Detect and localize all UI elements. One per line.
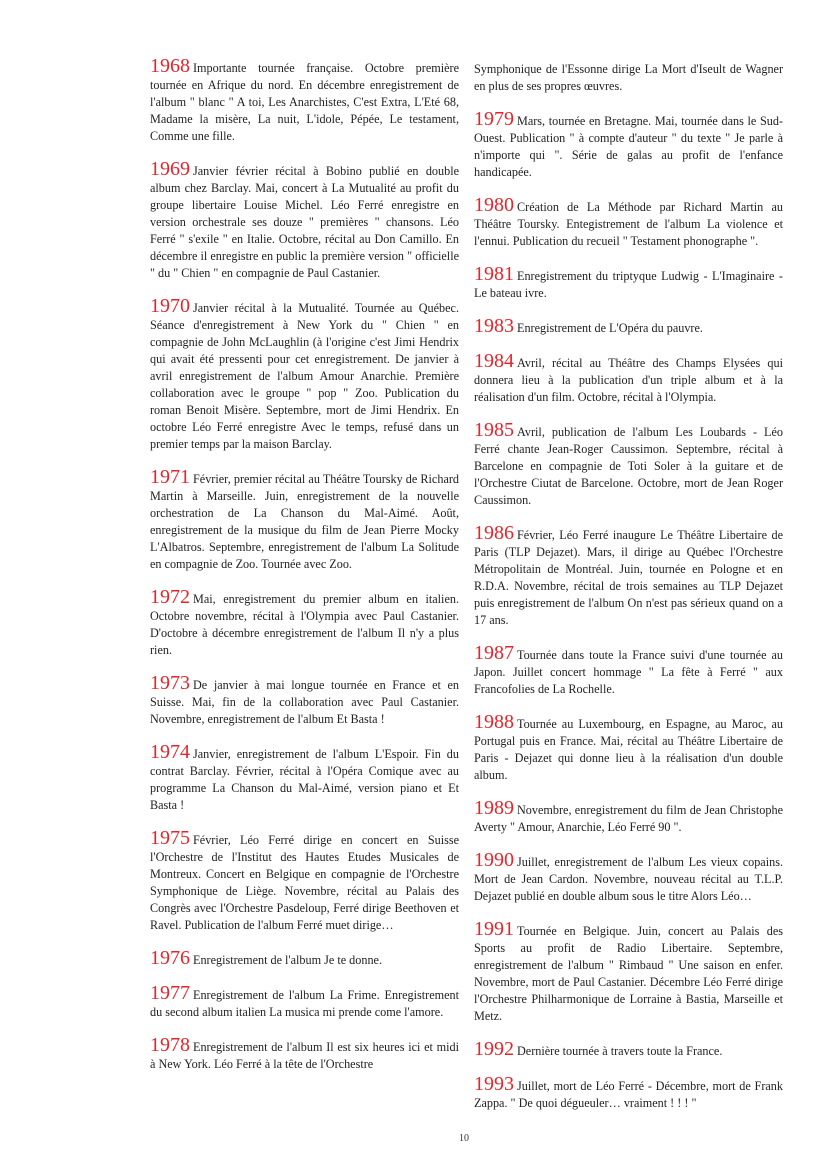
year-label: 1976 — [150, 947, 190, 969]
timeline-entry-1970 — [150, 295, 459, 453]
year-label: 1973 — [150, 672, 190, 694]
timeline-entry-1978-continued: Symphonique de l'Essonne dirige La Mort d'Iseult de Wagner en plus de ses propres œuvres. — [474, 62, 783, 93]
entry-text: Tournée en Belgique. Juin, concert au Palais des Sports au profit de Radio Libertaire. Septembre, enregistrement de l'album " Rimbaud " Une saison en enfer. Novembre, mort de Paul Castanier. Décembre Léo Ferré dirige l'Orchestre Philharmonique de Lorraine à Bastia, Marseille et Metz. — [474, 924, 783, 1023]
timeline-entry-1968 — [150, 55, 459, 145]
entry-text: Enregistrement de l'album Je te donne. — [193, 953, 383, 967]
timeline-entry-1971 — [150, 466, 459, 573]
entry-text: Janvier récital à la Mutualité. Tournée au Québec. Séance d'enregistrement à New York du " Chien " en compagnie de John McLaughlin (à l'origine c'est Jimi Hendrix qui avait été pressenti pour cet enregistrement. De janvier à avril enregistrement de l'album Amour Anarchie. Première collaboration avec le groupe " pop " Zoo. Publication du roman Benoit Misère. Septembre, mort de Jimi Hendrix. En octobre Léo Ferré enregistre Avec le temps, refusé dans un premier temps par la maison Barclay. — [150, 301, 459, 451]
timeline-entry-1992 — [474, 1038, 783, 1060]
entry-text: De janvier à mai longue tournée en France et en Suisse. Mai, fin de la collaboration avec Paul Castanier. Novembre, enregistrement de l'album Et Basta ! — [150, 678, 459, 726]
timeline-entry-1977 — [150, 982, 459, 1021]
year-label: 1992 — [474, 1038, 514, 1060]
entry-text: Janvier, enregistrement de l'album L'Espoir. Fin du contrat Barclay. Février, récital à l'Opéra Comique avec au programme La Chanson du Mal-Aimé, version piano et Et Basta ! — [150, 747, 459, 812]
year-label: 1972 — [150, 586, 190, 608]
timeline-entry-1990 — [474, 849, 783, 905]
year-label: 1968 — [150, 55, 190, 77]
entry-text: Tournée dans toute la France suivi d'une tournée au Japon. Juillet concert hommage " La fête à Ferré " aux Francofolies de La Rochelle. — [474, 648, 783, 696]
timeline-entry-1984 — [474, 350, 783, 406]
entry-text: Dernière tournée à travers toute la France. — [517, 1044, 723, 1058]
year-label: 1986 — [474, 522, 514, 544]
entry-text: Tournée au Luxembourg, en Espagne, au Maroc, au Portugal puis en France. Mai, récital au Théâtre Libertaire de Paris - Dejazet qui donne lieu à la réalisation d'un double album. — [474, 717, 783, 782]
timeline-entry-1989 — [474, 797, 783, 836]
entry-text: Avril, publication de l'album Les Loubards - Léo Ferré chante Jean-Roger Caussimon. Septembre, récital à Barcelone en compagnie de Toti Soler à la guitare et de l'Orchestre Ciutat de Barcelone. Octobre, mort de Jean Roger Caussimon. — [474, 425, 783, 507]
timeline-entry-1976 — [150, 947, 459, 969]
entry-text: Mai, enregistrement du premier album en italien. Octobre novembre, récital à l'Olympia avec Paul Castanier. D'octobre à décembre enregistrement de l'album Il n'y a plus rien. — [150, 592, 459, 657]
year-label: 1988 — [474, 711, 514, 733]
year-label: 1991 — [474, 918, 514, 940]
entry-text: Création de La Méthode par Richard Martin au Théâtre Toursky. Entegistrement de l'album La violence et l'ennui. Publication du recueil " Testament phonographe ". — [474, 200, 783, 248]
year-label: 1984 — [474, 350, 514, 372]
timeline-entry-1987 — [474, 642, 783, 698]
entry-text: Juillet, enregistrement de l'album Les vieux copains. Mort de Jean Cardon. Novembre, nouveau récital au T.L.P. Dejazet publié en double album sous le titre Alors Léo… — [474, 855, 783, 903]
entry-text: Novembre, enregistrement du film de Jean Christophe Averty " Amour, Anarchie, Léo Ferré 90 ". — [474, 803, 783, 834]
year-label: 1971 — [150, 466, 190, 488]
year-label: 1980 — [474, 194, 514, 216]
year-label: 1981 — [474, 263, 514, 285]
page-number: 10 — [459, 1133, 469, 1144]
timeline-entry-1983 — [474, 315, 783, 337]
entry-text: Février, premier récital au Théâtre Toursky de Richard Martin à Marseille. Juin, enregistrement de la nouvelle orchestration de La Chanson du Mal-Aimé. Août, enregistrement de la musique du film de Jean Pierre Mocky L'Albatros. Septembre, enregistrement de l'album La Solitude en compagnie de Zoo. Tournée avec Zoo. — [150, 472, 459, 571]
timeline-entry-1978 — [150, 1034, 459, 1073]
timeline-entry-1974 — [150, 741, 459, 814]
year-label: 1969 — [150, 158, 190, 180]
year-label: 1977 — [150, 982, 190, 1004]
timeline-entry-1973 — [150, 672, 459, 728]
year-label: 1970 — [150, 295, 190, 317]
right-column — [474, 61, 783, 1128]
year-label: 1993 — [474, 1073, 514, 1095]
timeline-entry-1993 — [474, 1073, 783, 1112]
timeline-entry-1985 — [474, 419, 783, 509]
timeline-entry-1980 — [474, 194, 783, 250]
timeline-entry-1975 — [150, 827, 459, 934]
timeline-entry-1969 — [150, 158, 459, 282]
year-label: 1987 — [474, 642, 514, 664]
timeline-entry-1988 — [474, 711, 783, 784]
timeline-entry-1972 — [150, 586, 459, 659]
timeline-entry-1986 — [474, 522, 783, 629]
year-label: 1989 — [474, 797, 514, 819]
timeline-entry-1979 — [474, 108, 783, 181]
entry-text: Enregistrement du triptyque Ludwig - L'Imaginaire - Le bateau ivre. — [474, 269, 783, 300]
entry-text: Enregistrement de L'Opéra du pauvre. — [517, 321, 703, 335]
year-label: 1990 — [474, 849, 514, 871]
entry-text: Enregistrement de l'album Il est six heures ici et midi à New York. Léo Ferré à la tête de l'Orchestre — [150, 1040, 459, 1071]
year-label: 1985 — [474, 419, 514, 441]
entry-text: Février, Léo Ferré inaugure Le Théâtre Libertaire de Paris (TLP Dejazet). Mars, il dirige au Québec l'Orchestre Métropolitain de Montréal. Juin, tournée en Pologne et en R.D.A. Novembre, récital de trois semaines au TLP Dejazet puis enregistrement de l'album On n'est pas sérieux quand on a 17 ans. — [474, 528, 783, 627]
entry-text: Avril, récital au Théâtre des Champs Elysées qui donnera lieu à la publication d'un triple album et à la réalisation d'un film. Octobre, récital à l'Olympia. — [474, 356, 783, 404]
timeline-entry-1991 — [474, 918, 783, 1025]
entry-text: Importante tournée française. Octobre première tournée en Afrique du nord. En décembre enregistrement de l'album " blanc " A toi, Les Anarchistes, C'est Extra, L'Eté 68, Madame la misère, La nuit, L'idole, Pépée, Le testament, Comme une fille. — [150, 61, 459, 143]
year-label: 1978 — [150, 1034, 190, 1056]
entry-text: Février, Léo Ferré dirige en concert en Suisse l'Orchestre de l'Institut des Hautes Etudes Musicales de Montreux. Concert en Belgique en compagnie de l'Orchestre Symphonique de Liège. Novembre, récital au Palais des Congrès avec l'Orchestre Pasdeloup, Ferré dirige Beethoven et Ravel. Publication de l'album Ferré muet dirige… — [150, 833, 459, 932]
year-label: 1975 — [150, 827, 190, 849]
left-column — [150, 55, 459, 1089]
entry-text: Juillet, mort de Léo Ferré - Décembre, mort de Frank Zappa. " De quoi dégueuler… vraiment ! ! ! " — [474, 1079, 783, 1110]
year-label: 1979 — [474, 108, 514, 130]
entry-text: Enregistrement de l'album La Frime. Enregistrement du second album italien La musica mi prende come l'amore. — [150, 988, 459, 1019]
entry-text: Janvier février récital à Bobino publié en double album chez Barclay. Mai, concert à La Mutualité au profit du groupe libertaire Louise Michel. Léo Ferré enregistre en version orchestrale ses douze " premières " chansons. Léo Ferré " s'exile " en Italie. Octobre, récital au Don Camillo. En décembre il enregistre en public la première version " officielle " du " Chien " en compagnie de Paul Castanier. — [150, 164, 459, 280]
year-label: 1983 — [474, 315, 514, 337]
year-label: 1974 — [150, 741, 190, 763]
timeline-entry-1981 — [474, 263, 783, 302]
entry-text: Mars, tournée en Bretagne. Mai, tournée dans le Sud-Ouest. Publication " à compte d'auteur " du texte " Je parle à n'importe qui ". Série de galas au profit de l'enfance handicapée. — [474, 114, 783, 179]
